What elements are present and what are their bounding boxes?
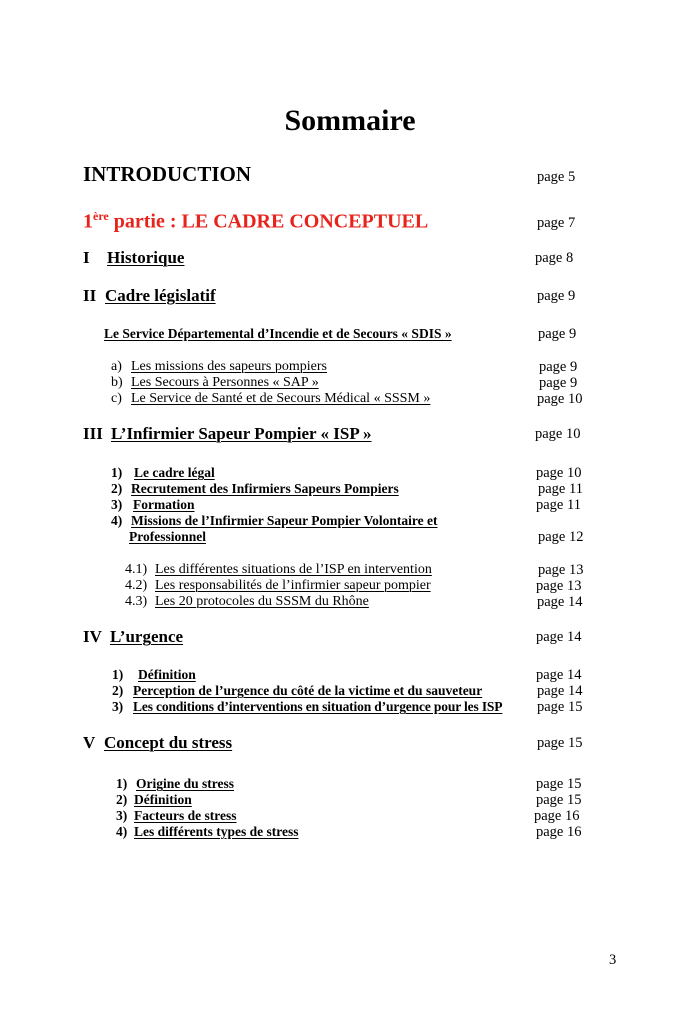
- toc-page: page 13: [536, 578, 582, 594]
- item-label: Missions de l’Infirmier Sapeur Pompier Volontaire et: [131, 513, 438, 528]
- toc-page: page 8: [535, 250, 574, 266]
- item-number: 4): [116, 824, 128, 839]
- item-label: Les 20 protocoles du SSSM du Rhône: [155, 594, 369, 609]
- toc-page: page 15: [537, 699, 583, 715]
- item-label: Origine du stress: [136, 776, 235, 791]
- toc-page: page 13: [538, 562, 584, 578]
- item-label: Professionnel: [129, 529, 206, 544]
- toc-introduction: INTRODUCTION: [83, 162, 252, 186]
- toc-page: page 10: [536, 465, 582, 481]
- section-label: Historique: [107, 248, 185, 267]
- toc-page: page 14: [536, 629, 582, 645]
- item-number: 4.1): [125, 562, 148, 577]
- item-number: 2): [111, 481, 123, 496]
- toc-page: page 16: [534, 808, 580, 824]
- toc-page: page 9: [539, 375, 578, 391]
- toc-subitem: [125, 595, 369, 609]
- toc-item: [112, 668, 196, 682]
- section-number: II: [83, 286, 97, 305]
- toc-page: page 14: [536, 667, 582, 683]
- item-number: c): [111, 391, 122, 406]
- toc-part1: [83, 210, 428, 232]
- item-number: 4): [111, 513, 123, 528]
- toc-subitem: [125, 563, 432, 577]
- section-number: I: [83, 248, 90, 267]
- item-number: 3): [112, 699, 123, 714]
- toc-item: [112, 700, 502, 714]
- toc-page: page 9: [539, 359, 578, 375]
- toc-section-stress: [83, 734, 232, 751]
- sub-label: Le Service Départemental d’Incendie et de Secours « SDIS »: [104, 326, 452, 341]
- item-label: Les conditions d’interventions en situation d’urgence pour les ISP: [133, 699, 503, 714]
- toc-section-historique: [83, 249, 184, 266]
- item-label: Recrutement des Infirmiers Sapeurs Pompiers: [131, 481, 399, 496]
- toc-item: [111, 514, 438, 528]
- toc-page: page 9: [538, 326, 577, 342]
- toc-item-continued: [129, 530, 206, 544]
- item-number: b): [111, 375, 123, 390]
- toc-page: page 10: [537, 391, 583, 407]
- item-label: Définition: [138, 667, 196, 682]
- item-number: 3): [116, 808, 128, 823]
- toc-item: [111, 482, 399, 496]
- item-label: Les responsabilités de l’infirmier sapeur pompier: [155, 578, 431, 593]
- item-number: 4.3): [125, 594, 148, 609]
- item-label: Perception de l’urgence du côté de la victime et du sauveteur: [133, 683, 483, 698]
- section-label: Cadre législatif: [105, 286, 216, 305]
- toc-page: page 11: [536, 497, 581, 513]
- item-label: Définition: [134, 792, 192, 807]
- toc-item: [111, 376, 319, 390]
- toc-page: page 7: [537, 215, 576, 231]
- toc-item: [111, 360, 327, 374]
- toc-page: page 14: [537, 594, 583, 610]
- item-number: 1): [116, 776, 128, 791]
- item-label: Le Service de Santé et de Secours Médical « SSSM »: [131, 391, 431, 406]
- item-number: 1): [112, 667, 124, 682]
- toc-page: page 15: [536, 776, 582, 792]
- section-label: L’urgence: [110, 627, 184, 646]
- page-number: 3: [609, 952, 617, 968]
- section-label: Concept du stress: [104, 733, 233, 752]
- toc-page: page 16: [536, 824, 582, 840]
- item-label: Les missions des sapeurs pompiers: [131, 359, 327, 374]
- toc-subitem: [125, 579, 431, 593]
- item-label: Le cadre légal: [134, 465, 215, 480]
- toc-page: page 15: [537, 735, 583, 751]
- part-label: partie : LE CADRE CONCEPTUEL: [108, 210, 429, 233]
- toc-item: [116, 793, 192, 807]
- item-label: Les Secours à Personnes « SAP »: [131, 375, 319, 390]
- item-number: 2): [112, 683, 124, 698]
- section-number: IV: [83, 627, 102, 646]
- toc-page: page 12: [538, 529, 584, 545]
- item-number: 2): [116, 792, 128, 807]
- item-label: Les différents types de stress: [134, 824, 299, 839]
- toc-page: page 14: [537, 683, 583, 699]
- toc-section-isp: [83, 425, 372, 442]
- toc-page: page 11: [538, 481, 583, 497]
- item-label: Formation: [133, 497, 195, 512]
- item-number: 3): [111, 497, 123, 512]
- toc-section-urgence: [83, 628, 183, 645]
- toc-item: [116, 825, 299, 839]
- item-label: Facteurs de stress: [134, 808, 237, 823]
- toc-item: [111, 392, 430, 406]
- toc-item: [111, 498, 195, 512]
- toc-sdis: [104, 327, 452, 341]
- toc-page: page 9: [537, 288, 576, 304]
- toc-item: [116, 777, 234, 791]
- item-number: 1): [111, 465, 123, 480]
- toc-section-cadre: [83, 287, 216, 304]
- part-sup: ère: [93, 209, 109, 223]
- section-label: L’Infirmier Sapeur Pompier « ISP »: [111, 424, 372, 443]
- toc-item: [116, 809, 236, 823]
- part-number: 1: [83, 210, 93, 233]
- section-number: V: [83, 733, 96, 752]
- item-number: 4.2): [125, 578, 148, 593]
- section-number: III: [83, 424, 103, 443]
- toc-item: [111, 466, 215, 480]
- page-title: Sommaire: [284, 104, 416, 137]
- toc-page: page 10: [535, 426, 581, 442]
- toc-item: [112, 684, 482, 698]
- toc-page: page 5: [537, 169, 576, 185]
- toc-page: page 15: [536, 792, 582, 808]
- item-label: Les différentes situations de l’ISP en intervention: [155, 562, 432, 577]
- item-number: a): [111, 359, 122, 374]
